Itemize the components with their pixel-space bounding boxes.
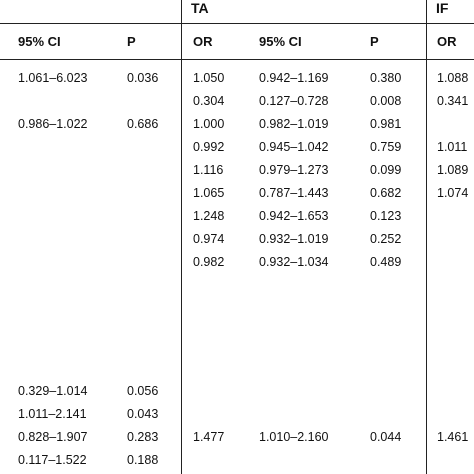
table-cell-ci2: 0.942–1.169	[259, 71, 329, 85]
table-cell-p1: 0.188	[127, 453, 159, 467]
header-bottom-rule	[0, 59, 474, 60]
table-cell-or2: 0.982	[193, 255, 225, 269]
table-cell-or2: 0.304	[193, 94, 225, 108]
table-cell-ci2: 1.010–2.160	[259, 430, 329, 444]
table-cell-ci2: 0.942–1.653	[259, 209, 329, 223]
table-cell-p2: 0.252	[370, 232, 402, 246]
table-cell-p1: 0.686	[127, 117, 159, 131]
table-cell-p2: 0.759	[370, 140, 402, 154]
table-cell-ci2: 0.932–1.034	[259, 255, 329, 269]
column-header-p-2: P	[370, 34, 379, 49]
column-divider-right	[426, 0, 427, 474]
table-cell-p2: 0.682	[370, 186, 402, 200]
column-header-ci-1: 95% CI	[18, 34, 61, 49]
group-if-label: IF	[436, 0, 449, 16]
group-ta-label: TA	[191, 0, 209, 16]
table-cell-p2: 0.044	[370, 430, 402, 444]
table-cell-or3: 1.461	[437, 430, 469, 444]
table-cell-p2: 0.380	[370, 71, 402, 85]
table-cell-p1: 0.283	[127, 430, 159, 444]
table-cell-or2: 1.050	[193, 71, 225, 85]
table-cell-p1: 0.056	[127, 384, 159, 398]
table-cell-p2: 0.489	[370, 255, 402, 269]
table-cell-ci1: 0.828–1.907	[18, 430, 88, 444]
table-cell-or2: 1.248	[193, 209, 225, 223]
table-cell-or3: 1.089	[437, 163, 469, 177]
table-cell-or3: 1.088	[437, 71, 469, 85]
table-cell-or3: 0.341	[437, 94, 469, 108]
table-cell-p2: 0.981	[370, 117, 402, 131]
table-cell-or2: 1.116	[193, 163, 224, 177]
table-cell-ci1: 0.986–1.022	[18, 117, 88, 131]
table-cell-ci2: 0.979–1.273	[259, 163, 329, 177]
table-cell-p2: 0.123	[370, 209, 402, 223]
column-divider-left	[181, 0, 182, 474]
table-cell-ci2: 0.945–1.042	[259, 140, 329, 154]
table-cell-or2: 0.992	[193, 140, 225, 154]
table-cell-ci2: 0.127–0.728	[259, 94, 329, 108]
table-cell-p2: 0.099	[370, 163, 402, 177]
table-cell-ci1: 0.117–1.522	[18, 453, 87, 467]
table-cell-or3: 1.011	[437, 140, 468, 154]
table-cell-ci1: 1.061–6.023	[18, 71, 88, 85]
column-header-or-2: OR	[193, 34, 213, 49]
table-cell-ci2: 0.932–1.019	[259, 232, 329, 246]
table-cell-p2: 0.008	[370, 94, 402, 108]
table-cell-p1: 0.043	[127, 407, 159, 421]
table-cell-or3: 1.074	[437, 186, 469, 200]
table-cell-ci1: 1.011–2.141	[18, 407, 87, 421]
table-cell-or2: 1.000	[193, 117, 225, 131]
table-cell-ci2: 0.982–1.019	[259, 117, 329, 131]
table-cell-ci1: 0.329–1.014	[18, 384, 88, 398]
table-cell-p1: 0.036	[127, 71, 159, 85]
header-top-rule	[0, 23, 474, 24]
table-cell-ci2: 0.787–1.443	[259, 186, 329, 200]
table-cell-or2: 0.974	[193, 232, 225, 246]
column-header-ci-2: 95% CI	[259, 34, 302, 49]
column-header-p-1: P	[127, 34, 136, 49]
column-header-or-3: OR	[437, 34, 457, 49]
table-cell-or2: 1.477	[193, 430, 225, 444]
table-cell-or2: 1.065	[193, 186, 225, 200]
